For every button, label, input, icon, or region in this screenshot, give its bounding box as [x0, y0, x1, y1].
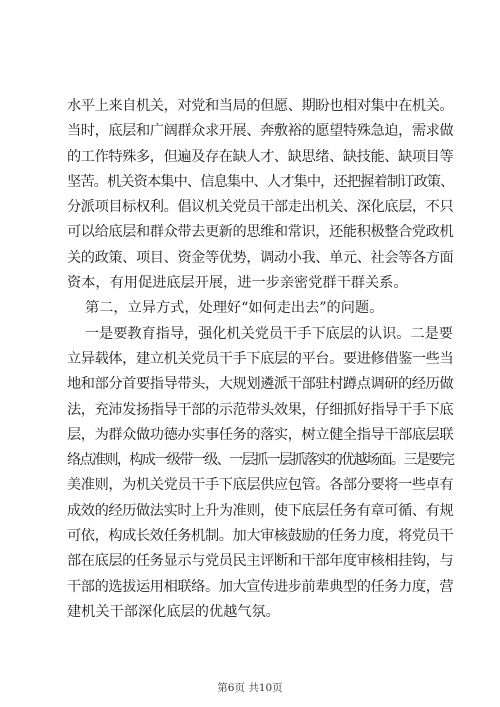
page-number-footer: 第6页 共10页 — [217, 682, 283, 694]
text-line: 地和部分首要指导带头，大规划遴派干部驻村蹲点调研的经历做 — [67, 376, 454, 393]
text-line: 水平上来自机关，对党和当局的但愿、期盼也相对集中在机关。 — [67, 98, 454, 114]
text-line: 坚苦。机关资本集中、信息集中、人才集中，还把握着制订政策、 — [67, 173, 454, 190]
paragraph-1 — [67, 94, 453, 296]
text-line: 可以给底层和群众带去更新的思维和常识，还能积极整合党政机 — [67, 224, 454, 241]
paragraph-2-heading — [67, 296, 453, 321]
text-line: 成效的经历做法实时上升为准则，使下底层任务有章可循、有规 — [67, 502, 454, 519]
text-line: 当时，底层和广阔群众求开展、奔敷裕的愿望特殊急迫，需求做 — [67, 123, 454, 140]
text-line: 建机关干部深化底层的优越气氛。 — [67, 603, 280, 620]
text-line: 干部的选拔运用相联络。加大宣传进步前辈典型的任务力度，营 — [67, 578, 454, 595]
text-line: 部在底层的任务显示与党员民主评断和干部年度审核相挂钩，与 — [67, 553, 454, 570]
text-line: 资本，有用促进底层开展，进一步亲密党群干群关系。 — [67, 275, 408, 292]
text-line: 一是要教育指导，强化机关党员干手下底层的认识。二是要 — [67, 325, 453, 342]
text-line: 立异载体，建立机关党员干手下底层的平台。要进修借鉴一些当 — [67, 350, 454, 367]
text-line: 第二，立异方式，处理好“如何走出去”的问题。 — [67, 300, 384, 317]
document-body — [67, 94, 453, 625]
text-line: 的工作特殊多，但遍及存在缺人才、缺思绪、缺技能、缺项目等 — [67, 148, 454, 165]
paragraph-3 — [67, 322, 453, 626]
text-line: 络点准则，构成一级带一级、一层抓一层抓落实的优越场面。三是要完 — [67, 452, 454, 469]
text-line: 分派项目标权利。倡议机关党员干部走出机关、深化底层，不只 — [67, 199, 454, 216]
text-line: 层，为群众做功德办实事任务的落实，树立健全指导干部底层联 — [67, 426, 454, 443]
text-line: 可依，构成长效任务机制。加大审核鼓励的任务力度，将党员干 — [67, 528, 454, 545]
text-line: 美准则，为机关党员干手下底层供应包管。各部分要将一些卓有 — [67, 477, 454, 494]
text-line: 法，充沛发扬指导干部的示范带头效果，仔细抓好指导干手下底 — [67, 401, 454, 418]
text-line: 关的政策、项目、资金等优势，调动小我、单元、社会等各方面 — [67, 249, 454, 266]
